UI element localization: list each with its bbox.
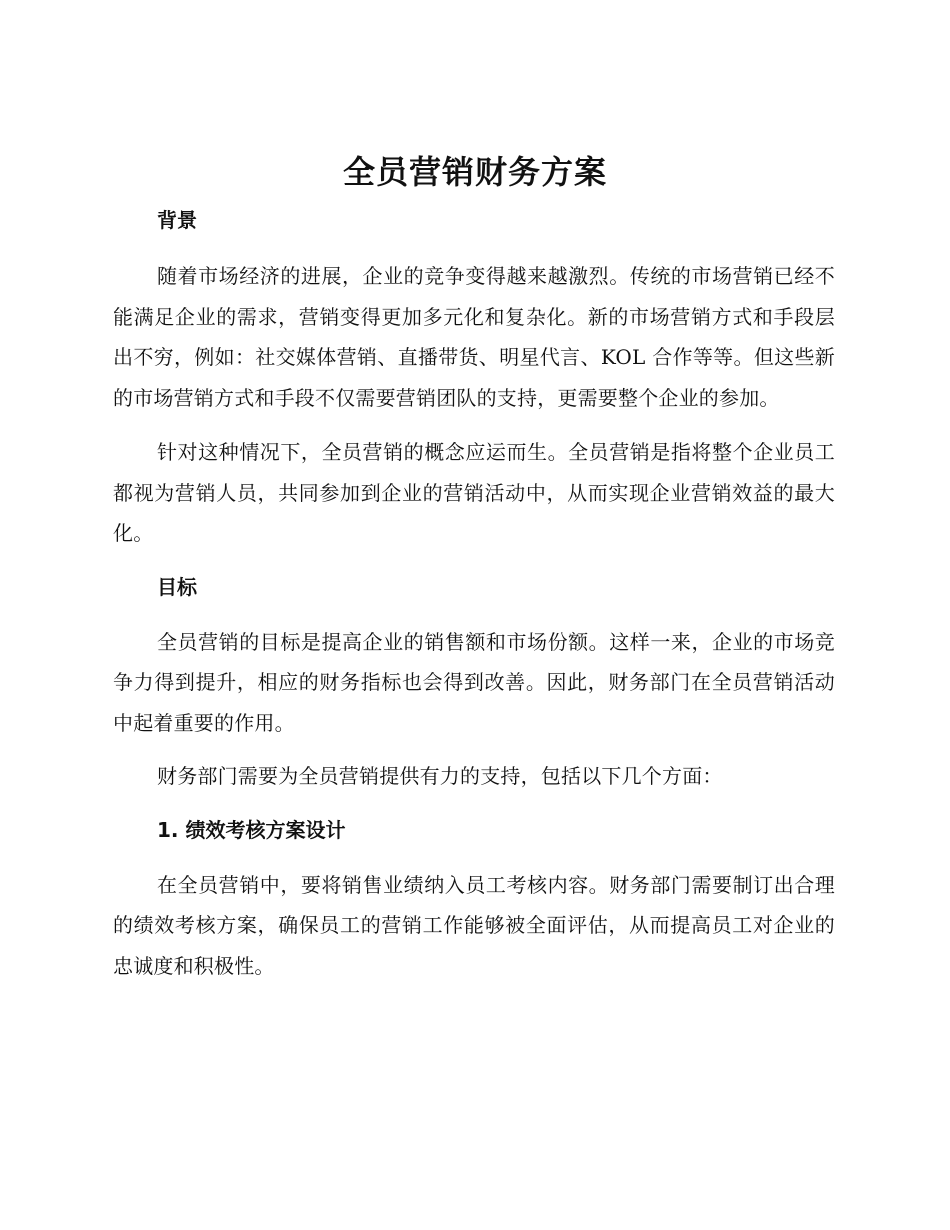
section-goal bbox=[113, 567, 835, 797]
section-heading-goal: 目标 bbox=[157, 574, 197, 599]
section-performance-review bbox=[113, 810, 835, 987]
paragraph-performance-review: 在全员营销中，要将销售业绩纳入员工考核内容。财务部门需要制订出合理的绩效考核方案，确保员工的营销工作能够被全面评估，从而提高员工对企业的忠诚度和积极性。 bbox=[113, 872, 835, 978]
section-background bbox=[113, 200, 835, 554]
section-heading-background: 背景 bbox=[157, 208, 197, 232]
paragraph-goal-1: 全员营销的目标是提高企业的销售额和市场份额。这样一来，企业的市场竞争力得到提升，相应的财务指标也会得到改善。因此，财务部门在全员营销活动中起着重要的作用。 bbox=[113, 629, 835, 735]
document-title: 全员营销财务方案 bbox=[342, 153, 607, 191]
paragraph-background-1: 随着市场经济的进展，企业的竞争变得越来越激烈。传统的市场营销已经不能满足企业的需求，营销变得更加多元化和复杂化。新的市场营销方式和手段层出不穷，例如：社交媒体营销、直播带货、明星代言、KOL 合作等等。但这些新的市场营销方式和手段不仅需要营销团队的支持，更需要整个企业的参加。 bbox=[113, 264, 835, 410]
paragraph-background-2: 针对这种情况下，全员营销的概念应运而生。全员营销是指将整个企业员工都视为营销人员，共同参加到企业的营销活动中，从而实现企业营销效益的最大化。 bbox=[113, 440, 835, 545]
section-heading-performance-review: 1. 绩效考核方案设计 bbox=[157, 817, 346, 842]
paragraph-goal-2: 财务部门需要为全员营销提供有力的支持，包括以下几个方面： bbox=[157, 764, 723, 788]
document-body bbox=[113, 200, 835, 986]
